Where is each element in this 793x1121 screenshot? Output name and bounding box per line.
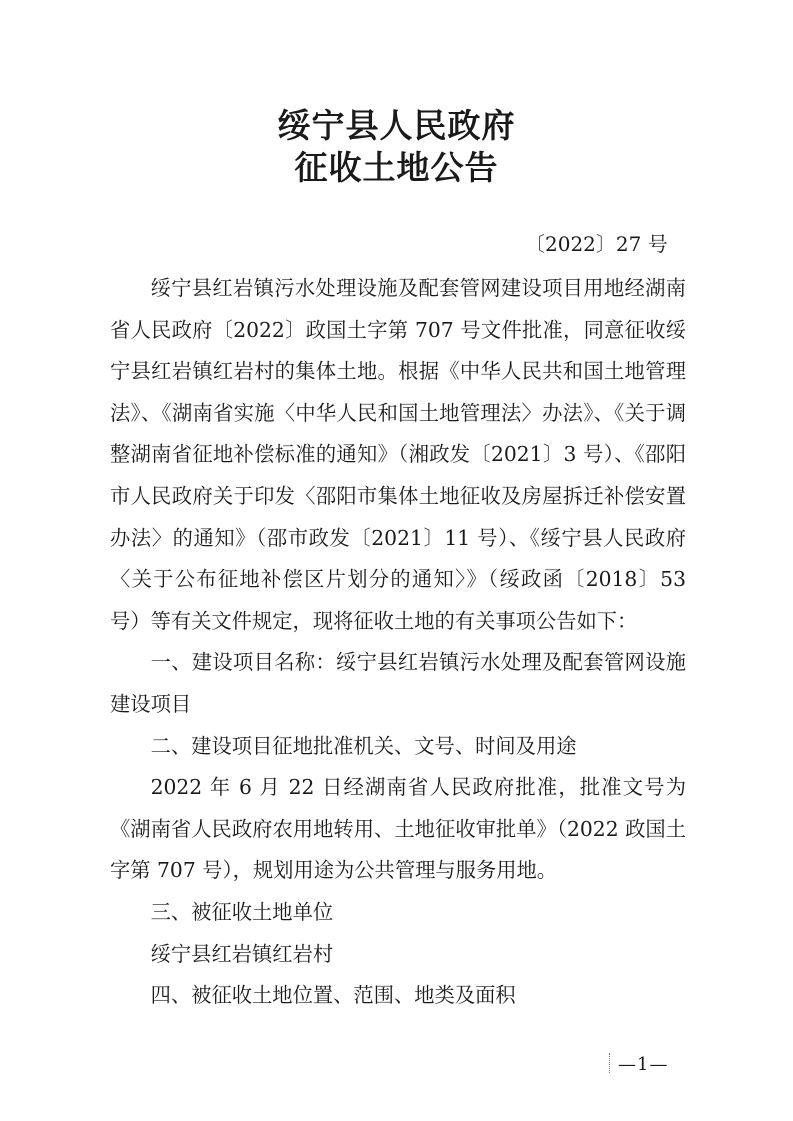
section-1-project-name: 一、建设项目名称：绥宁县红岩镇污水处理及配套管网设施建设项目 xyxy=(110,650,686,716)
section-2-heading: 二、建设项目征地批准机关、文号、时间及用途 xyxy=(150,733,577,758)
page-number: —1— xyxy=(618,1054,669,1075)
document-body xyxy=(110,268,686,1017)
document-number: 〔2022〕27 号 xyxy=(525,232,668,256)
document-title-line1: 绥宁县人民政府 xyxy=(277,106,516,145)
section-3-content: 绥宁县红岩镇红岩村 xyxy=(150,941,334,966)
scan-artifact-mark xyxy=(609,1053,612,1073)
intro-paragraph: 绥宁县红岩镇污水处理设施及配套管网建设项目用地经湖南省人民政府〔2022〕政国土字第 707 号文件批准，同意征收绥宁县红岩镇红岩村的集体土地。根据《中华人民共和国土地管理法》、《湖南省实施〈中华人民和国土地管理法〉办法》、《关于调整湖南省征地补偿标准的通知》（湘政发〔2021〕3 号）、《邵阳市人民政府关于印发〈邵阳市集体土地征收及房屋拆迁补偿安置办法〉的通知》（邵市政发〔2021〕11 号）、《绥宁县人民政府〈关于公布征地补偿区片划分的通知〉》（绥政函〔2018〕53 号）等有关文件规定，现将征收土地的有关事项公告如下： xyxy=(110,276,686,633)
section-4-heading: 四、被征收土地位置、范围、地类及面积 xyxy=(150,983,516,1008)
document-title-line2: 征收土地公告 xyxy=(294,148,499,187)
section-2-content: 2022 年 6 月 22 日经湖南省人民政府批准，批准文号为《湖南省人民政府农用地转用、土地征收审批单》（2022 政国土字第 707 号），规划用途为公共管理与服务用地。 xyxy=(110,775,686,883)
section-3-heading: 三、被征收土地单位 xyxy=(150,899,334,924)
